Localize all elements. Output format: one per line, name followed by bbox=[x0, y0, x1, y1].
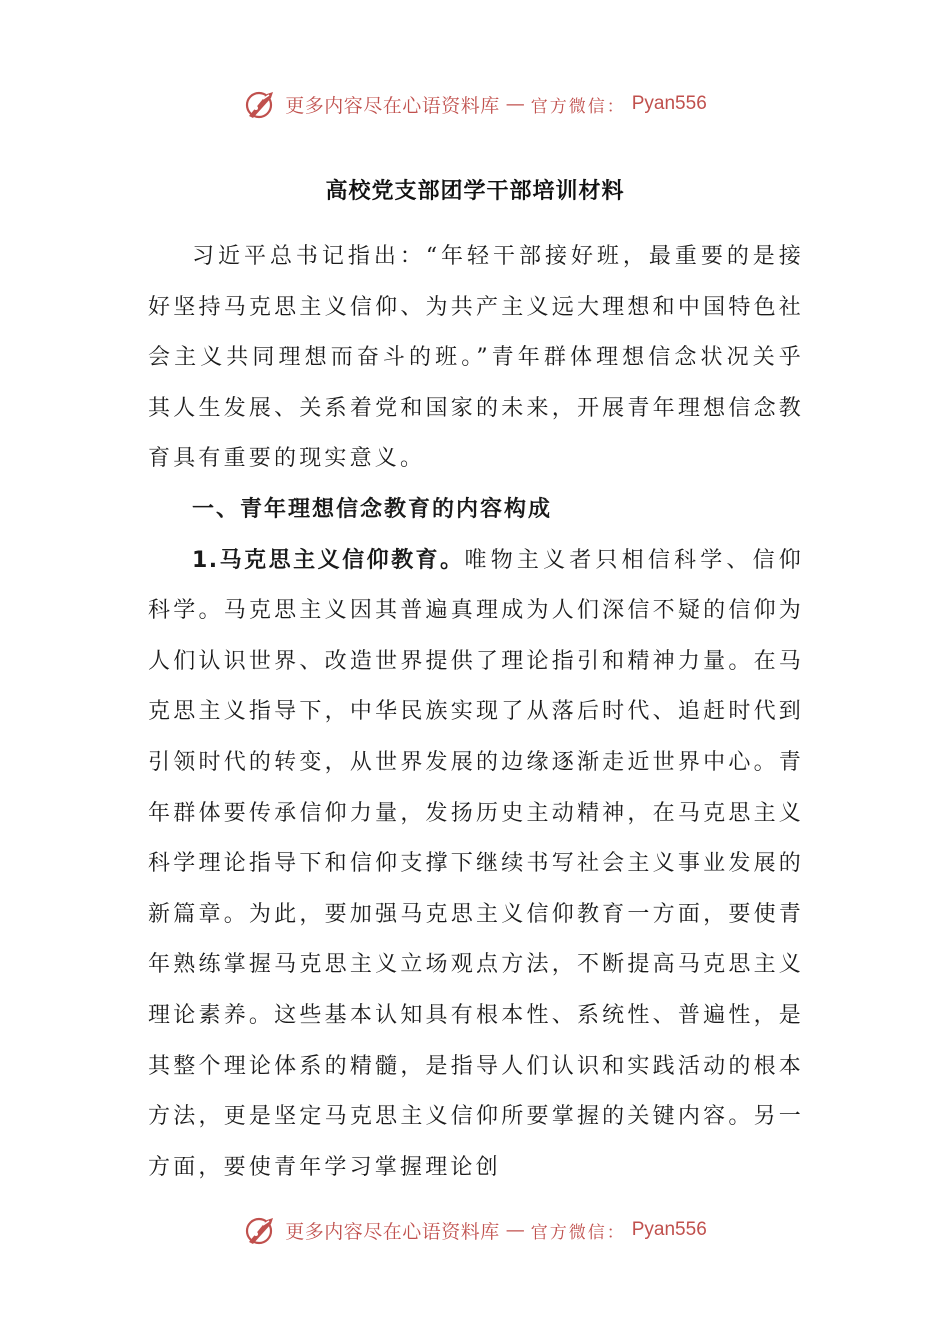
watermark-wechat-id: Pyan556 bbox=[631, 1219, 707, 1240]
watermark-site-text: 更多内容尽在心语资料库 bbox=[285, 94, 500, 117]
watermark-wechat-label: 官方微信： bbox=[530, 1222, 626, 1243]
watermark-dash: — bbox=[505, 93, 525, 115]
footer-watermark bbox=[0, 1208, 950, 1252]
subsection-paragraph bbox=[148, 536, 804, 1194]
pen-nib-circle-icon bbox=[243, 1212, 279, 1248]
page-title: 高校党支部团学干部培训材料 bbox=[325, 179, 625, 204]
section-heading: 一、青年理想信念教育的内容构成 bbox=[192, 496, 553, 522]
intro-paragraph: 习近平总书记指出：“年轻干部接好班，最重要的是接好坚持马克思主义信仰、为共产主义远大理想和中国特色社会主义共同理想而奋斗的班。”青年群体理想信念状况关乎其人生发展、关系着党和国家的未来，开展青年理想信念教育具有重要的现实意义。 bbox=[148, 244, 804, 472]
pen-nib-circle-icon bbox=[243, 86, 279, 122]
header-watermark bbox=[0, 82, 950, 126]
document-body bbox=[148, 232, 804, 1193]
watermark-dash: — bbox=[505, 1219, 525, 1241]
watermark-site-text: 更多内容尽在心语资料库 bbox=[285, 1220, 500, 1243]
watermark-wechat-label: 官方微信： bbox=[530, 96, 626, 117]
subsection-body: 唯物主义者只相信科学、信仰科学。马克思主义因其普遍真理成为人们深信不疑的信仰为人们认识世界、改造世界提供了理论指引和精神力量。在马克思主义指导下，中华民族实现了从落后时代、追赶时代到引领时代的转变，从世界发展的边缘逐渐走近世界中心。青年群体要传承信仰力量，发扬历史主动精神，在马克思主义科学理论指导下和信仰支撑下继续书写社会主义事业发展的新篇章。为此，要加强马克思主义信仰教育一方面，要使青年熟练掌握马克思主义立场观点方法，不断提高马克思主义理论素养。这些基本认知具有根本性、系统性、普遍性，是其整个理论体系的精髓，是指导人们认识和实践活动的根本方法，更是坚定马克思主义信仰所要掌握的关键内容。另一方面，要使青年学习掌握理论创 bbox=[148, 547, 804, 1180]
watermark-wechat-id: Pyan556 bbox=[631, 93, 707, 114]
subsection-lead: 1.马克思主义信仰教育。 bbox=[192, 547, 465, 573]
